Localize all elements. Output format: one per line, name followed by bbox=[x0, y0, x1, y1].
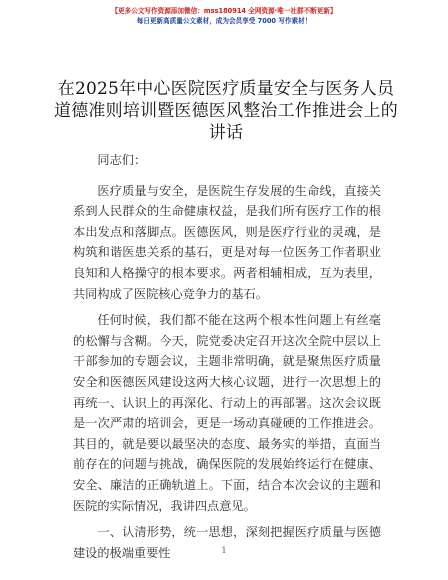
page-number: 1 bbox=[221, 546, 227, 555]
banner-line-membership: 每日更新高质量公文素材，成为会员享受 7000 写作素材！ bbox=[136, 17, 312, 25]
banner-line-promo: 【更多公文写作资源添加微信：mss180914 全网资源·唯一社群不断更新】 bbox=[111, 7, 337, 15]
salutation: 同志们： bbox=[97, 153, 147, 167]
paragraph-intro: 医疗质量与安全，是医院生存发展的生命线，直接关系到人民群众的生命健康权益，是我们所有医疗工作的根本出发点和落脚点。医德医风，则是医疗行业的灵魂，是构筑和谐医患关系的基石，更是对每一位医务工作者职业良知和人格操守的根本要求。两者相辅相成，互为表里，共同构成了医院核心竞争力的基石。 bbox=[73, 183, 381, 301]
section-heading-1: 一、认清形势，统一思想，深刻把握医疗质量与医德建设的极端重要性 bbox=[73, 525, 381, 560]
paragraph-meeting-purpose: 任何时候，我们都不能在这两个根本性问题上有丝毫的松懈与含糊。今天，院党委决定召开这次全院中层以上干部参加的专题会议，主题非常明确，就是聚焦医疗质量安全和医德医风建设这两大核心议题，进行一次思想上的再统一、认识上的再深化、行动上的再部署。这次会议既是一次严肃的培训会，更是一场动真碰硬的工作推进会。其目的，就是要以最坚决的态度、最务实的举措，直面当前存在的问题与挑战，确保医院的发展始终运行在健康、安全、廉洁的正确轨道上。下面，结合本次会议的主题和医院的实际情况，我讲四点意见。 bbox=[73, 313, 381, 513]
header-banner bbox=[0, 6, 448, 26]
document-title: 在2025年中心医院医疗质量安全与医务人员道德准则培训暨医德医风整治工作推进会上的讲话 bbox=[54, 79, 398, 143]
document-body bbox=[73, 150, 381, 569]
